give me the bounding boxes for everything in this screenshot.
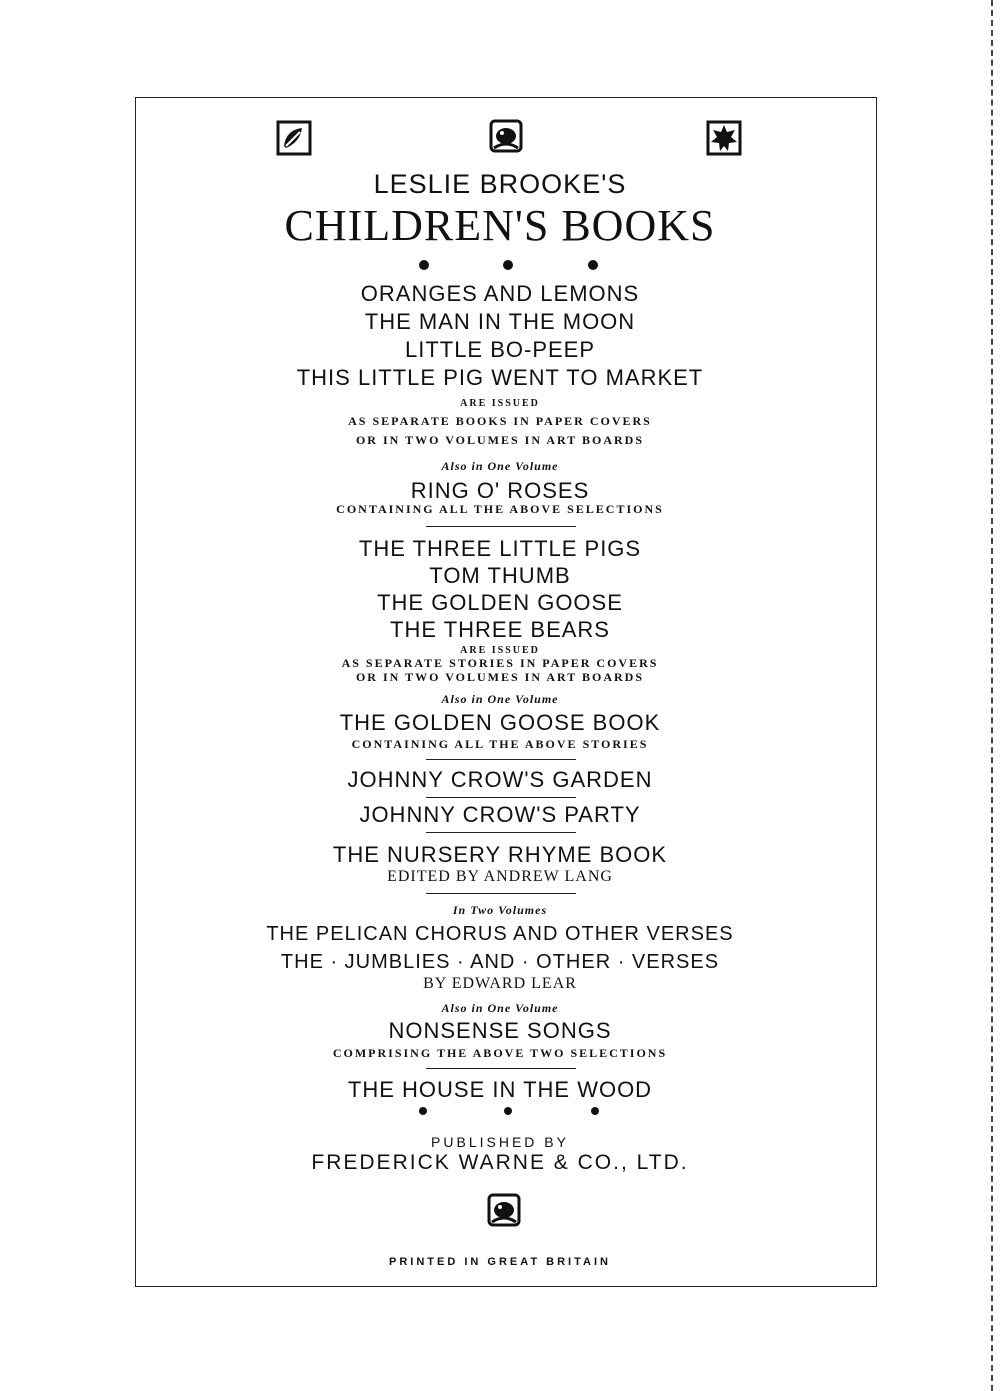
book-title: THE · JUMBLIES · AND · OTHER · VERSES: [280, 951, 720, 973]
section-rule: [426, 1068, 576, 1069]
maple-leaf-ornament-icon: [706, 120, 742, 156]
volume-title: THE GOLDEN GOOSE BOOK: [339, 710, 661, 735]
book-title: THE NURSERY RHYME BOOK: [332, 842, 668, 867]
leaf-ornament-icon: [276, 120, 312, 156]
section-rule: [426, 797, 576, 798]
volume-contents-note: CONTAINING ALL THE ABOVE SELECTIONS: [336, 502, 664, 516]
issued-note: ARE ISSUED: [460, 645, 540, 656]
section-rule: [426, 759, 576, 760]
divider-dot: [588, 260, 598, 270]
section-rule: [426, 832, 576, 833]
format-note: OR IN TWO VOLUMES IN ART BOARDS: [355, 670, 645, 684]
book-title: THE MAN IN THE MOON: [364, 309, 636, 334]
author-credit: BY EDWARD LEAR: [423, 975, 577, 992]
bird-ornament-icon: [488, 118, 524, 154]
book-title: THE GOLDEN GOOSE: [377, 590, 623, 615]
book-title: ORANGES AND LEMONS: [360, 281, 640, 306]
book-title: LITTLE BO-PEEP: [404, 337, 596, 362]
divider-dot: [419, 1107, 427, 1115]
page-title: CHILDREN'S BOOKS: [284, 201, 716, 250]
section-rule: [426, 526, 576, 527]
volume-note: Also in One Volume: [441, 459, 559, 473]
book-title: THE HOUSE IN THE WOOD: [347, 1077, 653, 1102]
book-title: THIS LITTLE PIG WENT TO MARKET: [296, 365, 704, 390]
bird-ornament-icon: [486, 1192, 522, 1228]
divider-dot: [419, 260, 429, 270]
section-rule: [426, 893, 576, 894]
publisher-name: FREDERICK WARNE & CO., LTD.: [311, 1151, 689, 1174]
book-title: JOHNNY CROW'S PARTY: [359, 802, 641, 827]
divider-dot: [503, 260, 513, 270]
volume-contents-note: COMPRISING THE ABOVE TWO SELECTIONS: [332, 1046, 668, 1060]
book-title: THE THREE LITTLE PIGS: [358, 536, 642, 561]
book-title: TOM THUMB: [429, 563, 571, 588]
volume-note: Also in One Volume: [441, 692, 559, 706]
book-title: THE PELICAN CHORUS AND OTHER VERSES: [266, 923, 734, 945]
book-title: THE THREE BEARS: [390, 617, 610, 642]
author-heading: LESLIE BROOKE'S: [373, 169, 627, 199]
book-title: JOHNNY CROW'S GARDEN: [347, 767, 653, 792]
format-note: AS SEPARATE BOOKS IN PAPER COVERS: [348, 414, 652, 428]
editor-credit: EDITED BY ANDREW LANG: [387, 868, 613, 885]
divider-dot: [504, 1107, 512, 1115]
printed-note: PRINTED IN GREAT BRITAIN: [389, 1256, 611, 1268]
divider-dot: [591, 1107, 599, 1115]
volume-title: RING O' ROSES: [410, 478, 590, 503]
format-note: OR IN TWO VOLUMES IN ART BOARDS: [355, 433, 645, 447]
volume-note: In Two Volumes: [452, 903, 548, 917]
publisher-label: PUBLISHED BY: [431, 1134, 569, 1150]
volume-note: Also in One Volume: [441, 1001, 559, 1015]
volume-title: NONSENSE SONGS: [388, 1018, 612, 1043]
format-note: AS SEPARATE STORIES IN PAPER COVERS: [341, 656, 659, 670]
volume-contents-note: CONTAINING ALL THE ABOVE STORIES: [351, 737, 649, 751]
issued-note: ARE ISSUED: [460, 398, 540, 409]
